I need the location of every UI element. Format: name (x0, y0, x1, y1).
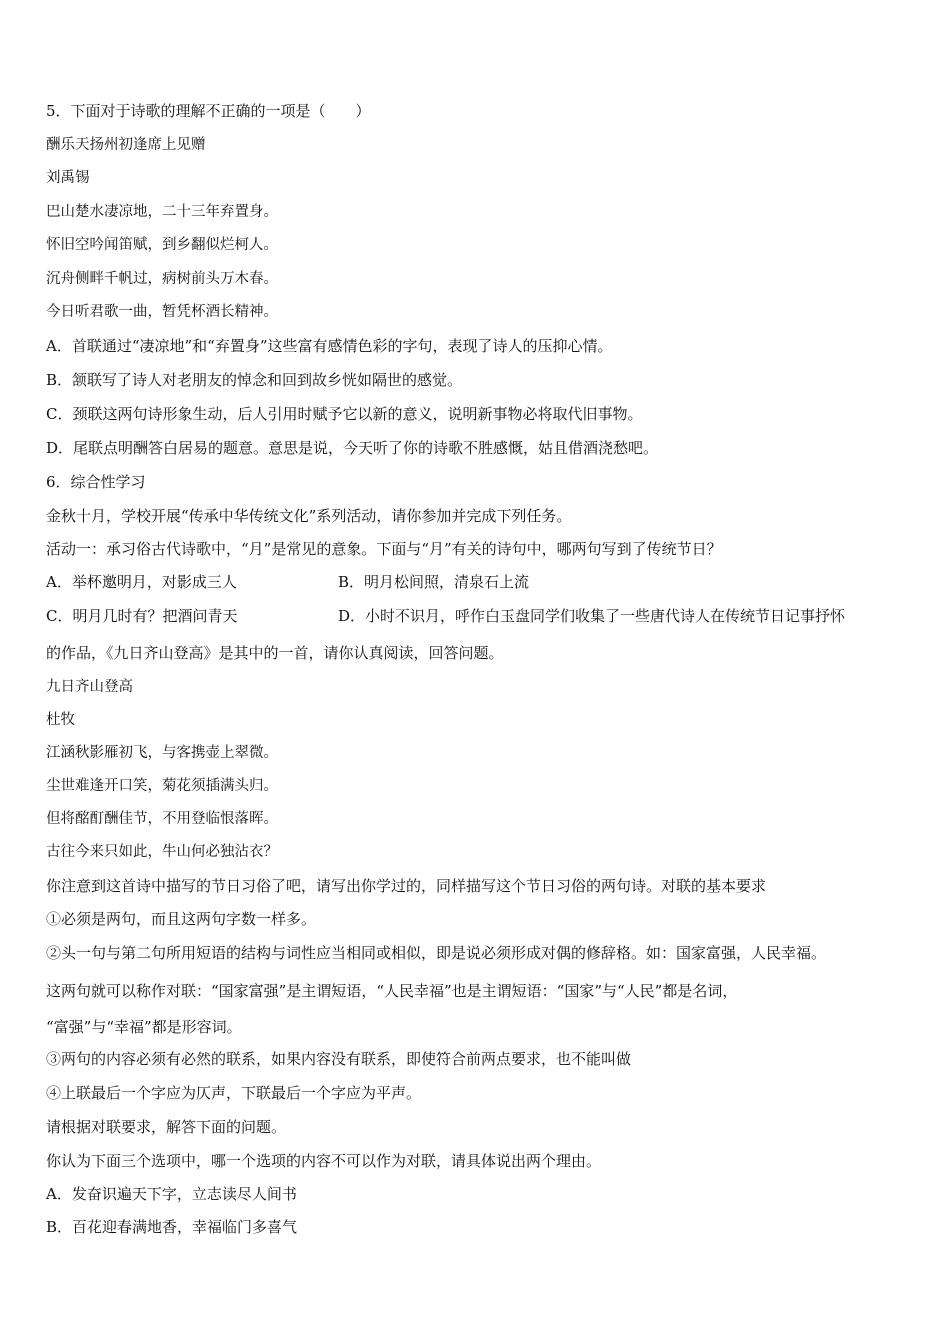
poem-author: 刘禹锡 (46, 170, 90, 186)
rule-item: ④上联最后一个字应为仄声，下联最后一个字应为平声。 (46, 1084, 422, 1102)
poem-line: 沉舟侧畔千帆过，病树前头万木春。 (46, 271, 278, 287)
task-text: 你注意到这首诗中描写的节日习俗了吧，请写出你学过的，同样描写这个节日习俗的两句诗。对联的基本要求 (46, 877, 767, 895)
poem-line: 江涵秋影雁初飞，与客携壶上翠微。 (46, 745, 278, 761)
question-5-stem: 5．下面对于诗歌的理解不正确的一项是（ ） (46, 102, 371, 120)
rule-item: 这两句就可以称作对联：“国家富强”是主谓短语，“人民幸福”也是主谓短语：“国家”与“人民”都是名词， (46, 982, 738, 1000)
poem-line: 怀旧空吟闻笛赋，到乡翻似烂柯人。 (46, 237, 278, 253)
option-a: A．首联通过“凄凉地”和“弃置身”这些富有感情色彩的字句，表现了诗人的压抑心情。 (46, 337, 613, 355)
poem-line: 古往今来只如此，牛山何必独沾衣？ (46, 844, 278, 860)
poem-title: 酬乐天扬州初逢席上见赠 (46, 137, 206, 153)
activity-one: 活动一：承习俗古代诗歌中，“月”是常见的意象。下面与“月”有关的诗句中，哪两句写到了传统节日？ (46, 540, 722, 558)
poem-line: 但将酩酊酬佳节，不用登临恨落晖。 (46, 811, 278, 827)
rule-item: “富强”与“幸福”都是形容词。 (46, 1018, 242, 1036)
intro-text: 金秋十月，学校开展“传承中华传统文化”系列活动，请你参加并完成下列任务。 (46, 507, 572, 525)
option-b: B．颔联写了诗人对老朋友的悼念和回到故乡恍如隔世的感觉。 (46, 371, 463, 389)
rule-item: ③两句的内容必须有必然的联系，如果内容没有联系，即使符合前两点要求，也不能叫做 (46, 1050, 632, 1068)
question-6-stem: 6．综合性学习 (46, 473, 146, 491)
poem-line: 巴山楚水凄凉地，二十三年弃置身。 (46, 204, 278, 220)
poem-author: 杜牧 (46, 712, 75, 728)
poem-title: 九日齐山登高 (46, 679, 133, 695)
rule-item: ②头一句与第二句所用短语的结构与词性应当相同或相似，即是说必须形成对偶的修辞格。如：国家富强，人民幸福。 (46, 944, 827, 962)
option-a: A．举杯邀明月，对影成三人 (46, 573, 237, 591)
couplet-option-b: B．百花迎春满地香，幸福临门多喜气 (46, 1218, 298, 1236)
option-b: B．明月松间照，清泉石上流 (338, 573, 530, 591)
option-d: D．小时不识月，呼作白玉盘同学们收集了一些唐代诗人在传统节日记事抒怀 (338, 607, 846, 625)
option-c: C．颈联这两句诗形象生动，后人引用时赋予它以新的意义，说明新事物必将取代旧事物。 (46, 405, 643, 423)
poem-line: 今日听君歌一曲，暂凭杯酒长精神。 (46, 304, 278, 320)
option-d: D．尾联点明酬答白居易的题意。意思是说，今天听了你的诗歌不胜感慨，姑且借酒浇愁吧。 (46, 439, 659, 457)
couplet-option-a: A．发奋识遍天下字，立志读尽人间书 (46, 1185, 297, 1203)
option-c: C．明月几时有？把酒问青天 (46, 607, 238, 625)
poem-line: 尘世难逢开口笑，菊花须插满头归。 (46, 778, 278, 794)
rule-item: ①必须是两句，而且这两句字数一样多。 (46, 910, 317, 928)
paragraph-continuation: 的作品，《九日齐山登高》是其中的一首，请你认真阅读，回答问题。 (46, 644, 504, 662)
instruction-text: 你认为下面三个选项中，哪一个选项的内容不可以作为对联，请具体说出两个理由。 (46, 1152, 602, 1170)
instruction-text: 请根据对联要求，解答下面的问题。 (46, 1118, 287, 1136)
